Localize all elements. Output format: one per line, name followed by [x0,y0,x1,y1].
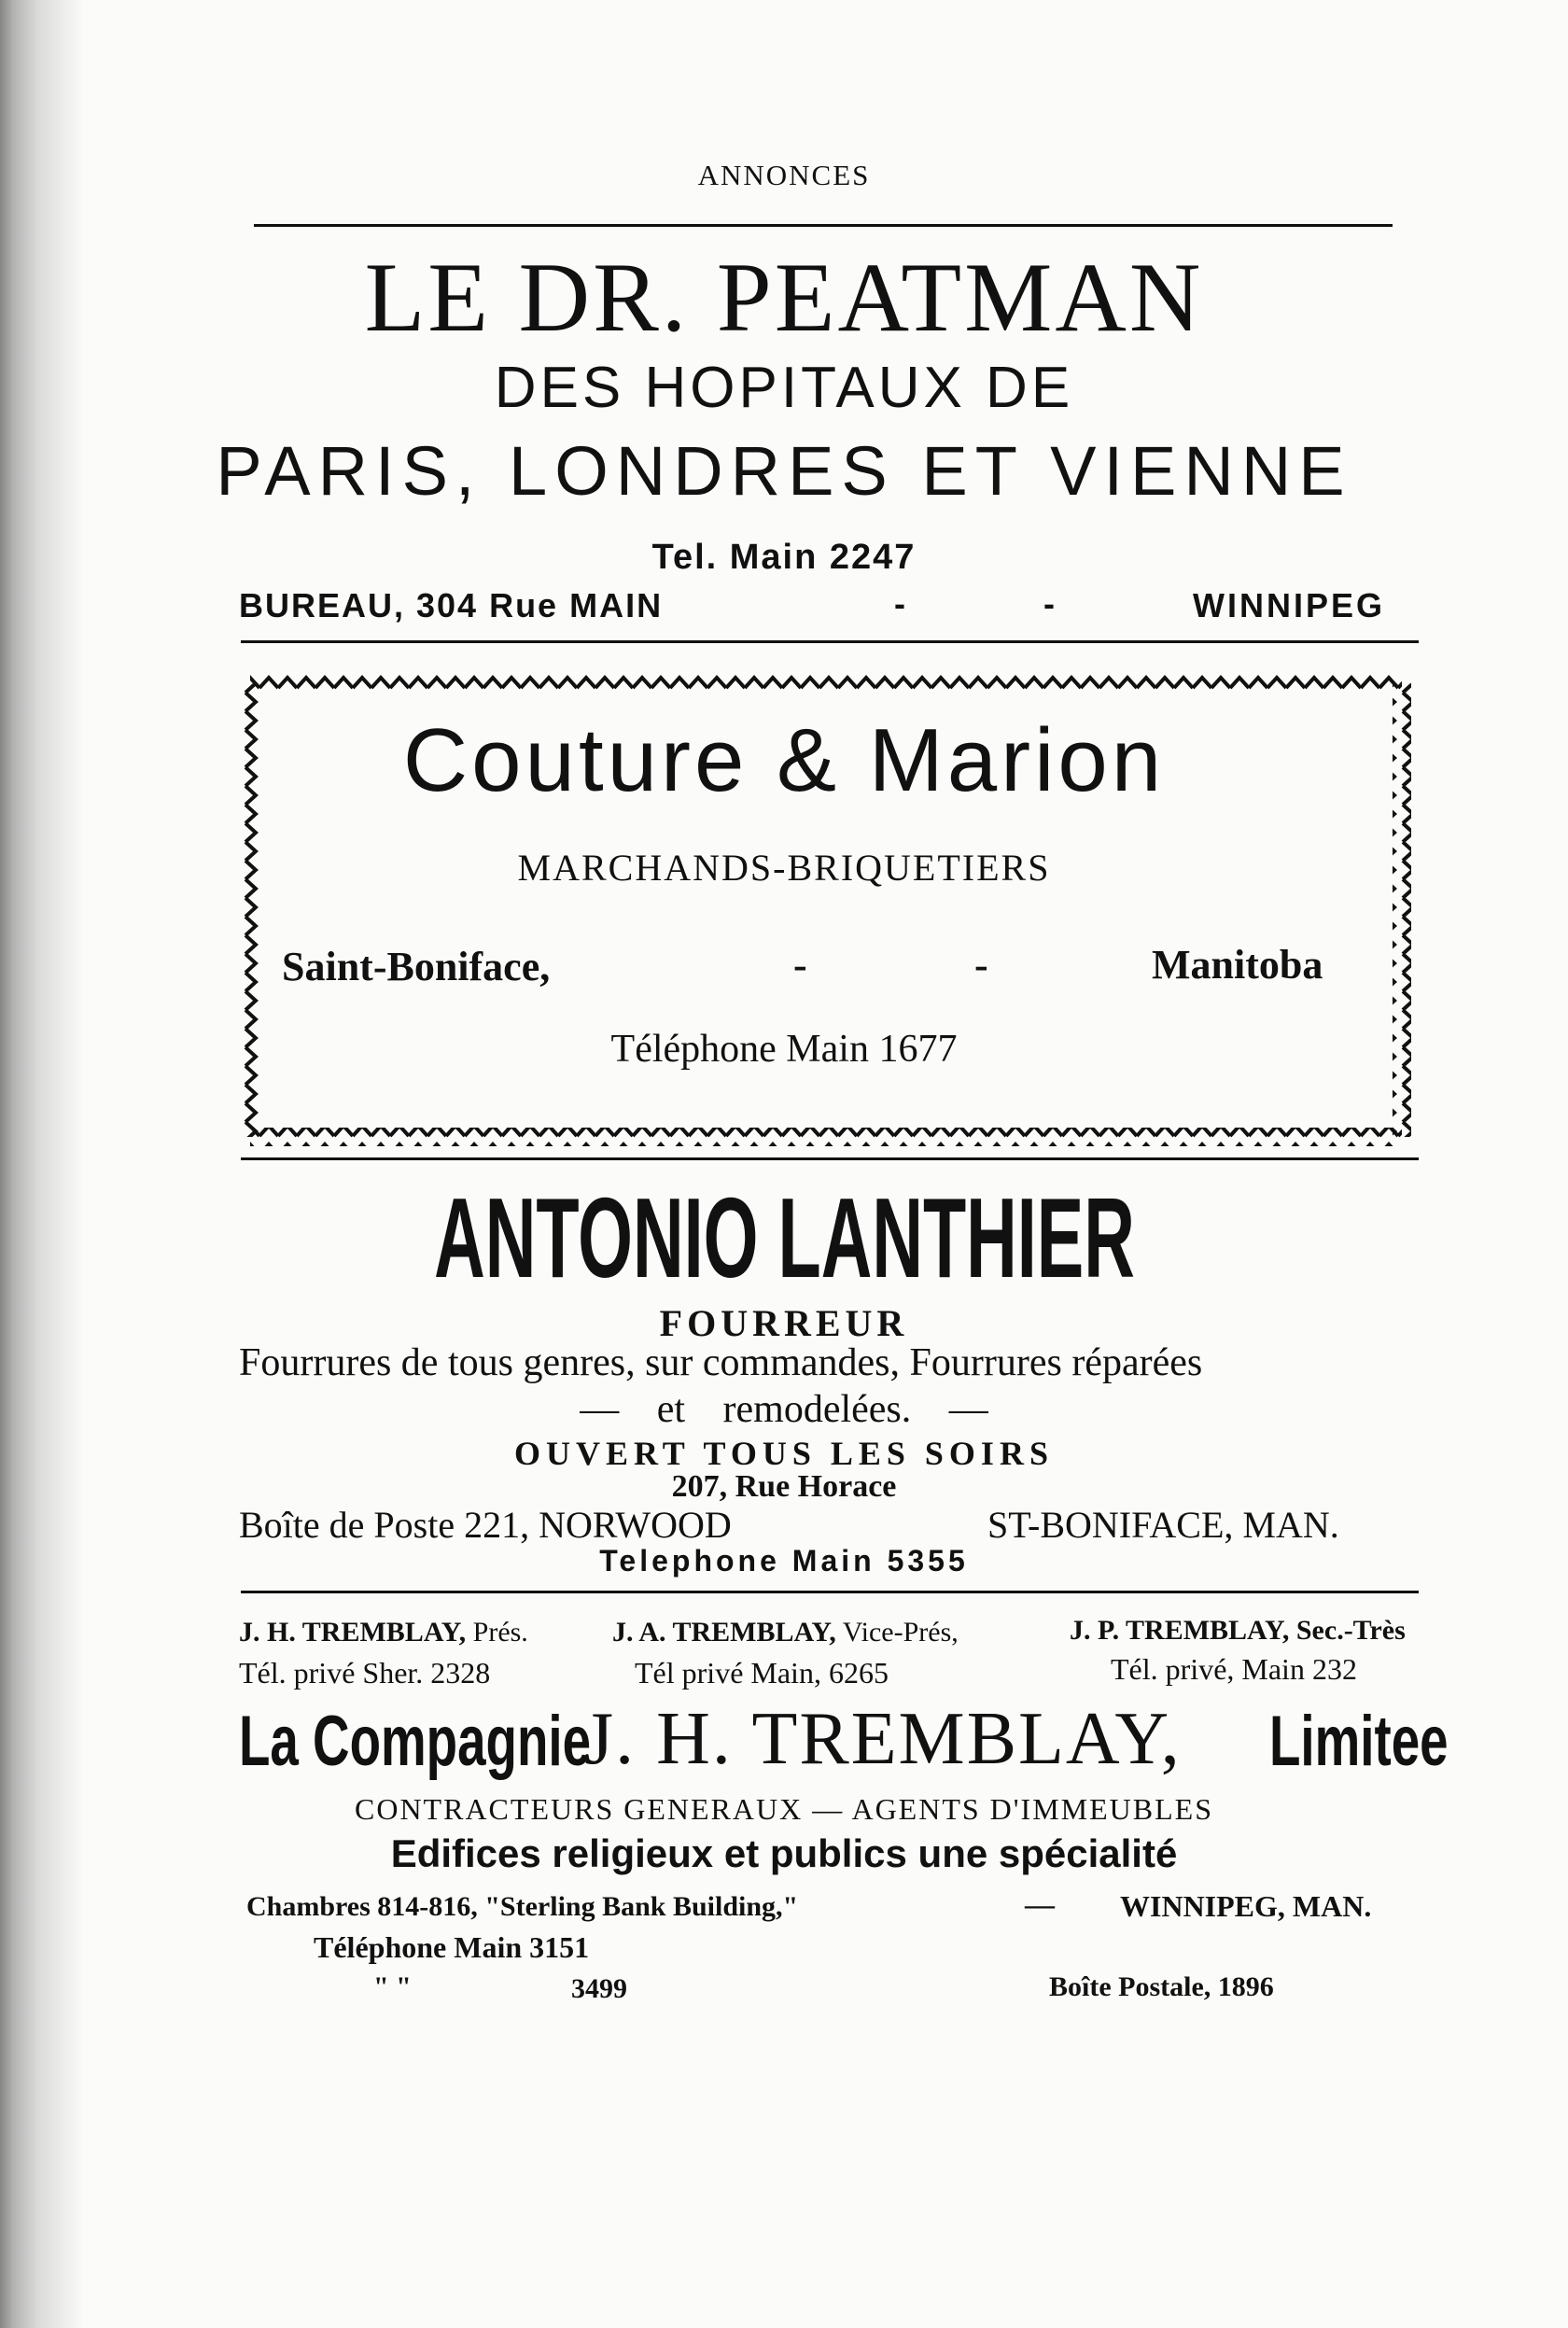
tremblay-phone-2-marks: " " [373,1971,412,2002]
peatman-line2: PARIS, LONDRES ET VIENNE [216,432,1352,510]
peatman-dash-2: - [1043,584,1055,623]
officer-3 [1070,1615,1406,1647]
peatman-address: BUREAU, 304 Rue MAIN [239,586,664,624]
couture-dash-2: - [974,942,988,988]
peatman-name: LE DR. PEATMAN [364,243,1204,352]
tremblay-trade: CONTRACTEURS GENERAUX — AGENTS D'IMMEUBLES [354,1792,1213,1826]
officer-1 [239,1617,528,1648]
tremblay-pobox: Boîte Postale, 1896 [1049,1971,1274,2002]
lanthier-street: 207, Rue Horace [671,1469,897,1504]
couture-trade: MARCHANDS-BRIQUETIERS [517,847,1051,889]
peatman-city: WINNIPEG [1193,586,1386,624]
lanthier-name: ANTONIO LANTHIER [433,1174,1135,1301]
company-suffix-wrap [1269,1701,1518,1782]
tremblay-phone-2: 3499 [571,1973,627,2004]
officer-2 [612,1617,959,1648]
officer-1-phone: Tél. privé Sher. 2328 [239,1656,491,1690]
couture-name: Couture & Marion [402,710,1166,810]
officer-3-role: Sec.-Très [1295,1615,1406,1646]
couture-phone: Téléphone Main 1677 [610,1028,958,1071]
lanthier-desc-2: — et remodelées. — [580,1388,988,1431]
tremblay-specialty: Edifices religieux et publics une spécialité [390,1831,1178,1875]
officer-3-name: J. P. TREMBLAY, [1070,1615,1290,1646]
couture-rule [241,1157,1419,1160]
lanthier-trade: FOURREUR [659,1302,909,1344]
couture-province: Manitoba [1152,942,1323,988]
tremblay-phone-1: Téléphone Main 3151 [314,1930,590,1964]
couture-dash-1: - [793,942,807,988]
couture-city: Saint-Boniface, [282,944,551,989]
company-prefix: La Compagnie [239,1702,592,1781]
tremblay-chambers: Chambres 814-816, "Sterling Bank Building," [246,1891,799,1922]
officer-2-name: J. A. TREMBLAY, [612,1617,836,1648]
peatman-rule [241,640,1419,643]
company-suffix: Limitee [1269,1702,1449,1781]
peatman-tel: Tel. Main 2247 [651,538,917,577]
tremblay-dash: — [1025,1887,1055,1921]
officer-2-role: Vice-Prés, [842,1617,959,1648]
officer-3-phone: Tél. privé, Main 232 [1111,1652,1357,1686]
lanthier-desc-1: Fourrures de tous genres, sur commandes, Fourrures réparées [239,1341,1203,1384]
company-name: J. H. TREMBLAY, [584,1698,1182,1780]
lanthier-hours: OUVERT TOUS LES SOIRS [514,1435,1054,1472]
lanthier-pobox: Boîte de Poste 221, NORWOOD [239,1504,732,1546]
lanthier-phone: Telephone Main 5355 [599,1544,969,1578]
officer-1-role: Prés. [472,1617,528,1648]
officer-1-name: J. H. TREMBLAY, [239,1617,467,1648]
tremblay-city: WINNIPEG, MAN. [1120,1889,1372,1923]
lanthier-rule [241,1591,1419,1593]
officer-2-phone: Tél privé Main, 6265 [635,1656,889,1690]
header-rule [254,224,1393,227]
page-header: ANNONCES [697,159,871,191]
peatman-line1: DES HOPITAUX DE [494,356,1074,420]
lanthier-city: ST-BONIFACE, MAN. [987,1504,1339,1546]
peatman-dash-1: - [894,584,905,623]
